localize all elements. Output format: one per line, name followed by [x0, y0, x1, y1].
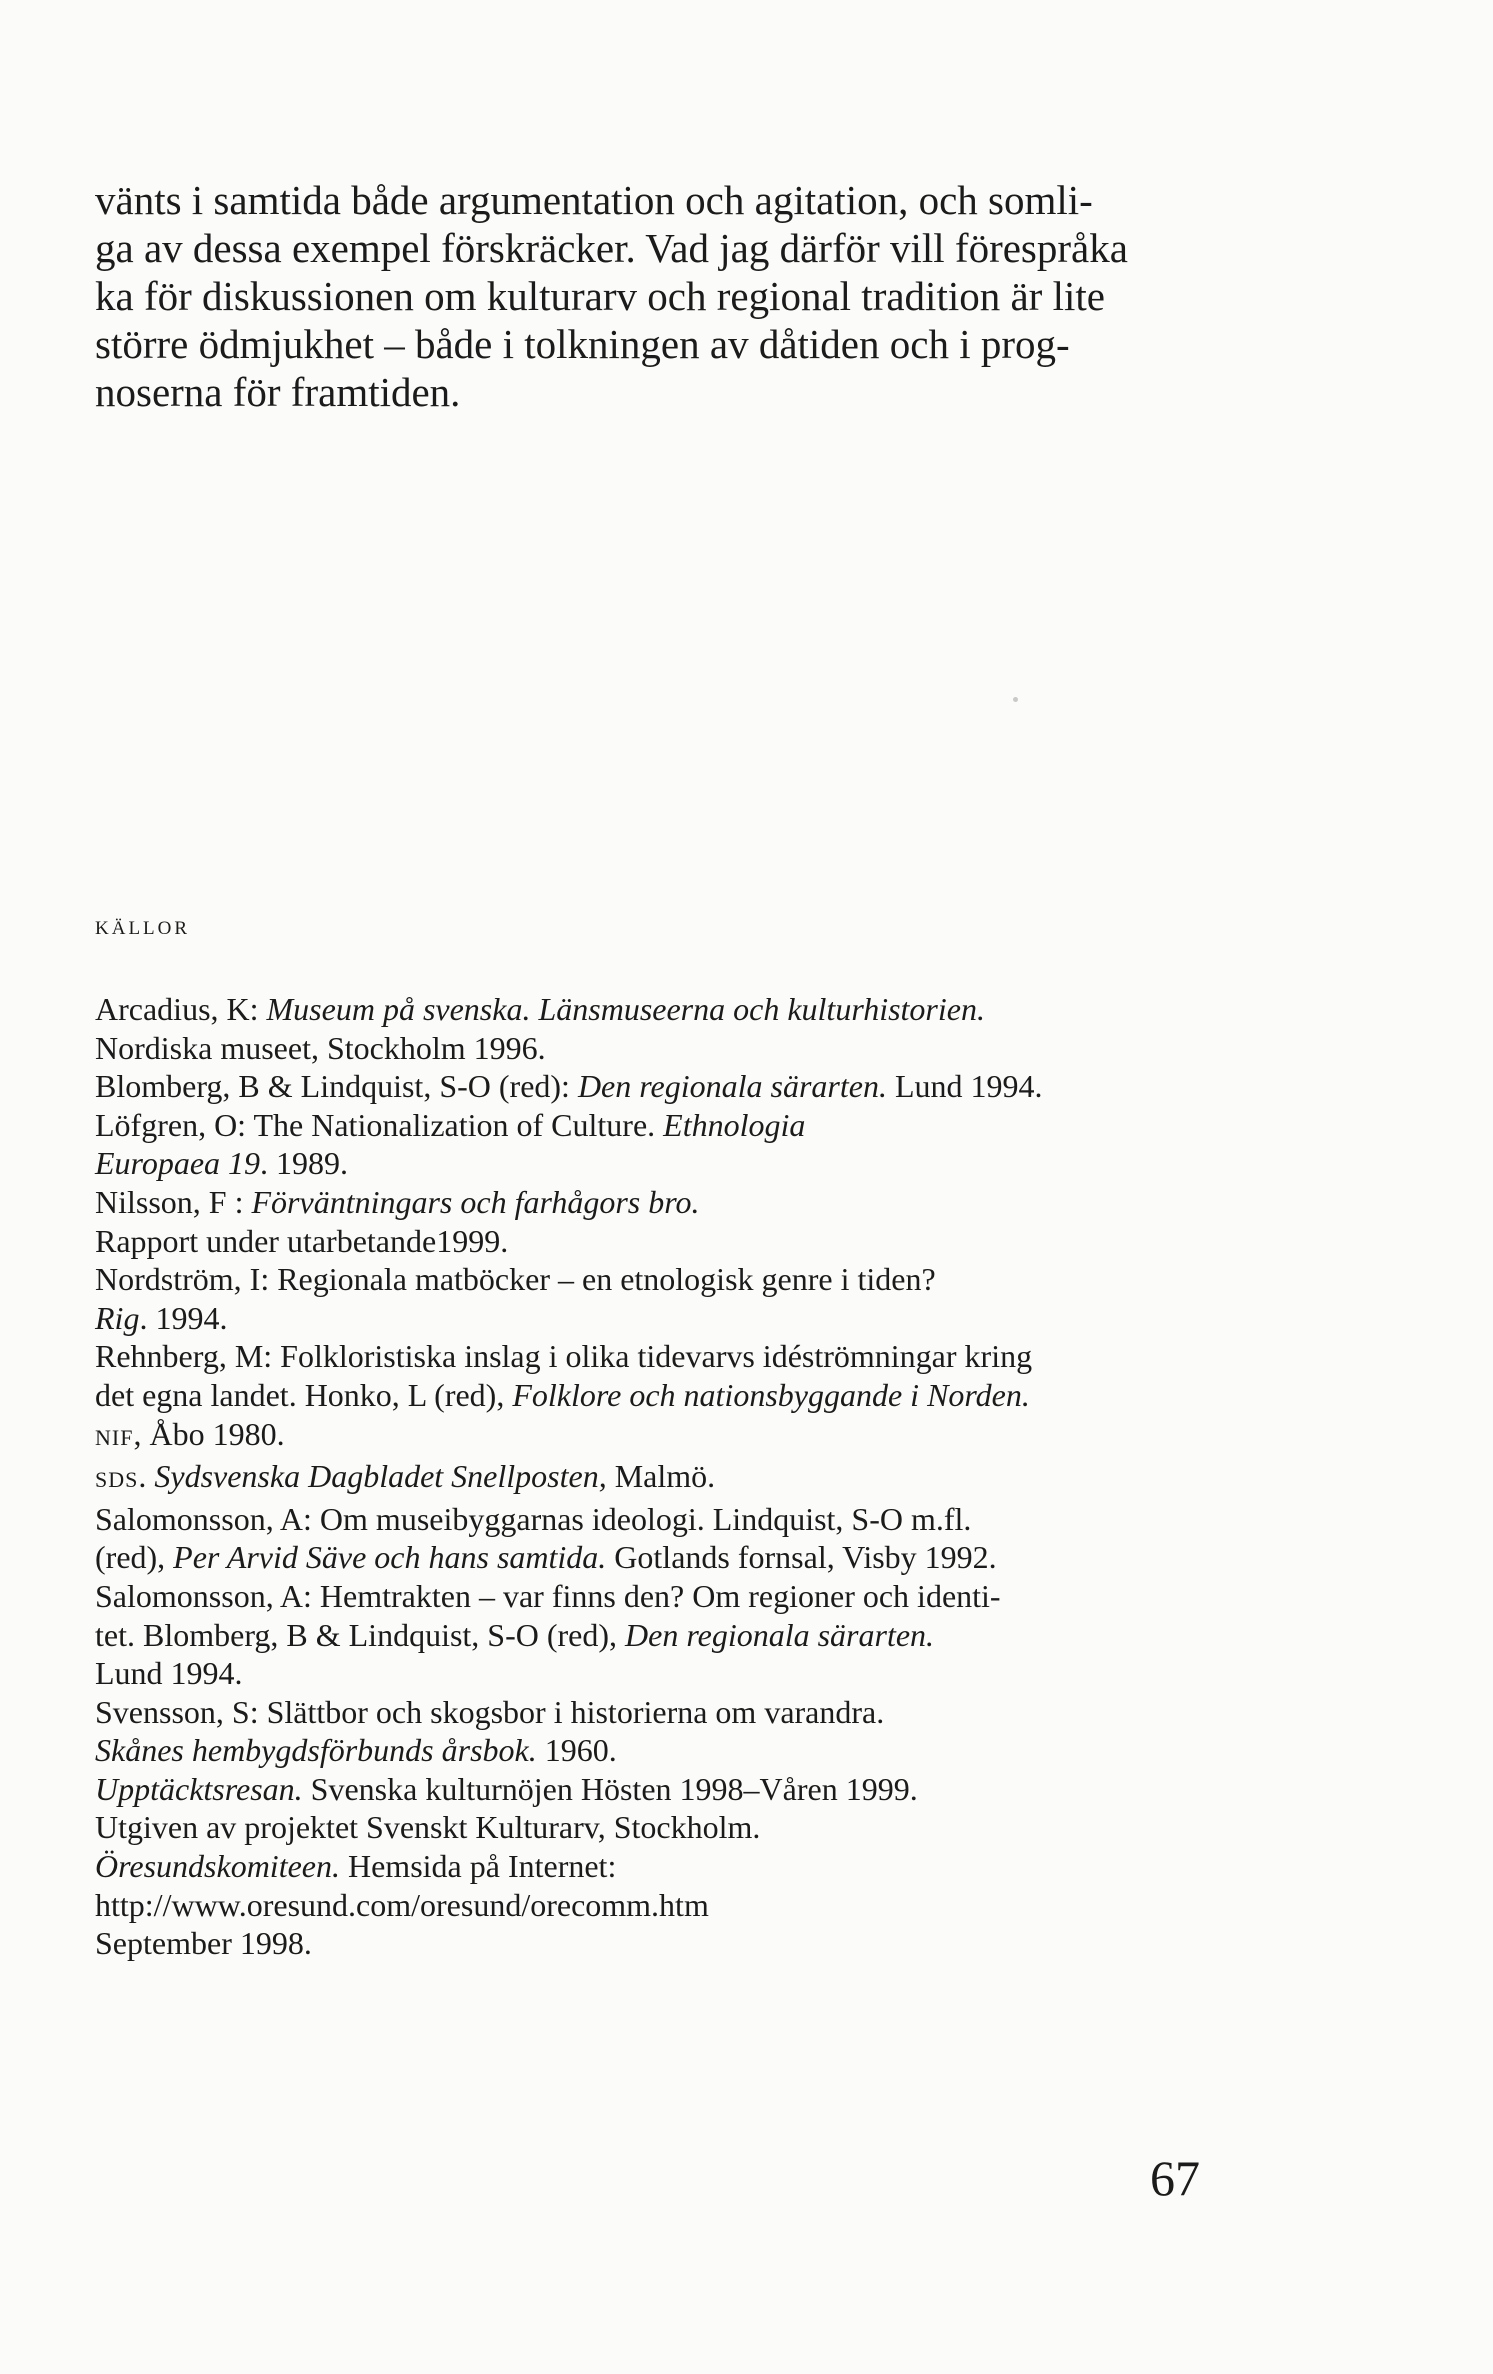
source-text: NIF	[95, 1424, 134, 1450]
source-line	[95, 1337, 1235, 1376]
source-text: Nilsson, F :	[95, 1183, 252, 1220]
source-title: Folklore och nationsbyggande i Norden.	[512, 1376, 1030, 1413]
source-line	[95, 1847, 1235, 1886]
source-entry	[95, 1260, 1235, 1337]
paper-speck	[1013, 697, 1018, 702]
source-title: Öresundskomiteen.	[95, 1848, 340, 1885]
source-text: Lund 1994.	[95, 1655, 243, 1692]
source-entry	[95, 1183, 1235, 1260]
source-line	[95, 1299, 1235, 1338]
source-text: (red),	[95, 1539, 174, 1576]
source-title: Per Arvid Säve och hans samtida.	[173, 1539, 607, 1576]
source-text: Rehnberg, M: Folkloristiska inslag i olika tidevarvs idéströmningar kring	[95, 1338, 1033, 1375]
source-line	[95, 1260, 1235, 1299]
source-line	[95, 1770, 1235, 1809]
source-text: Utgiven av projektet Svenskt Kulturarv, Stockholm.	[95, 1809, 761, 1846]
source-title: Den regionala särarten.	[577, 1068, 887, 1105]
source-text: SDS	[95, 1467, 139, 1493]
source-line	[95, 1731, 1235, 1770]
source-entry	[95, 1106, 1235, 1183]
source-entry	[95, 1770, 1235, 1847]
source-title: Skånes hembygdsförbunds årsbok.	[95, 1732, 537, 1769]
source-line	[95, 1616, 1235, 1655]
source-entry	[95, 1577, 1235, 1693]
source-title: Europaea 19	[95, 1145, 261, 1182]
source-text: http://www.oresund.com/oresund/orecomm.htm	[95, 1886, 709, 1923]
source-line	[95, 1808, 1235, 1847]
source-entry	[95, 1067, 1235, 1106]
source-entry	[95, 1337, 1235, 1457]
source-line	[95, 1924, 1235, 1963]
source-line	[95, 1222, 1235, 1261]
source-text: Nordiska museet, Stockholm 1996.	[95, 1029, 546, 1066]
body-line: noserna för framtiden.	[95, 369, 461, 415]
source-line	[95, 1067, 1235, 1106]
source-text: Gotlands fornsal, Visby 1992.	[606, 1539, 997, 1576]
source-line	[95, 1538, 1235, 1577]
source-entry	[95, 1500, 1235, 1577]
source-text: Arcadius, K:	[95, 991, 267, 1027]
source-text: . 1989.	[260, 1145, 349, 1182]
source-line	[95, 1183, 1235, 1222]
source-line	[95, 1106, 1235, 1145]
source-text: Hemsida på Internet:	[339, 1848, 617, 1885]
source-text: , Åbo 1980.	[133, 1415, 285, 1452]
source-title: Ethnologia	[663, 1106, 806, 1143]
source-text: Lund 1994.	[886, 1068, 1043, 1105]
body-line: ka för diskussionen om kulturarv och regional tradition är lite	[95, 273, 1105, 319]
source-text: Salomonsson, A: Om museibyggarnas ideologi. Lindquist, S-O m.fl.	[95, 1500, 972, 1537]
source-text: Svenska kulturnöjen Hösten 1998–Våren 1999.	[302, 1770, 918, 1807]
source-text: September 1998.	[95, 1925, 312, 1962]
source-text: .	[138, 1458, 155, 1495]
source-entry	[95, 1847, 1235, 1963]
body-line: vänts i samtida både argumentation och agitation, och somli-	[95, 177, 1093, 223]
source-text: Svensson, S: Slättbor och skogsbor i historierna om varandra.	[95, 1693, 885, 1730]
source-text: 1960.	[536, 1732, 617, 1769]
source-text: Nordström, I: Regionala matböcker – en etnologisk genre i tiden?	[95, 1261, 936, 1298]
source-title: Den regionala särarten.	[625, 1616, 935, 1653]
source-line	[95, 1654, 1235, 1693]
page-number: 67	[1150, 2150, 1200, 2206]
source-text: tet. Blomberg, B & Lindquist, S-O (red),	[95, 1616, 626, 1653]
body-paragraph	[95, 176, 1235, 416]
source-title: Upptäcktsresan.	[95, 1770, 303, 1807]
source-title: Rig	[95, 1299, 140, 1336]
source-title: Förväntningars och farhågors bro.	[251, 1183, 700, 1220]
source-line	[95, 1415, 1235, 1458]
source-line	[95, 990, 1235, 1029]
source-line	[95, 1886, 1235, 1925]
source-text: Salomonsson, A: Hemtrakten – var finns den? Om regioner och identi-	[95, 1577, 1001, 1614]
source-line	[95, 1144, 1235, 1183]
sources-list	[95, 990, 1235, 1963]
source-line	[95, 1577, 1235, 1616]
body-line: större ödmjukhet – både i tolkningen av dåtiden och i prog-	[95, 321, 1070, 367]
source-text: Löfgren, O: The Nationalization of Culture.	[95, 1106, 664, 1143]
source-text: . 1994.	[139, 1299, 228, 1336]
source-text: Blomberg, B & Lindquist, S-O (red):	[95, 1068, 578, 1105]
source-line	[95, 1457, 1235, 1500]
source-line	[95, 1029, 1235, 1068]
source-line	[95, 1500, 1235, 1539]
source-text: det egna landet. Honko, L (red),	[95, 1376, 513, 1413]
source-title: Sydsvenska Dagbladet Snellposten,	[154, 1458, 607, 1495]
source-text: Malmö.	[606, 1458, 716, 1495]
source-entry	[95, 1457, 1235, 1500]
source-line	[95, 1376, 1235, 1415]
sources-heading: KÄLLOR	[95, 918, 191, 939]
source-entry	[95, 1693, 1235, 1770]
source-line	[95, 1693, 1235, 1732]
body-line: ga av dessa exempel förskräcker. Vad jag därför vill förespråka	[95, 225, 1128, 271]
source-title: Museum på svenska. Länsmuseerna och kulturhistorien.	[266, 991, 985, 1027]
source-text: Rapport under utarbetande1999.	[95, 1222, 509, 1259]
source-entry	[95, 990, 1235, 1067]
